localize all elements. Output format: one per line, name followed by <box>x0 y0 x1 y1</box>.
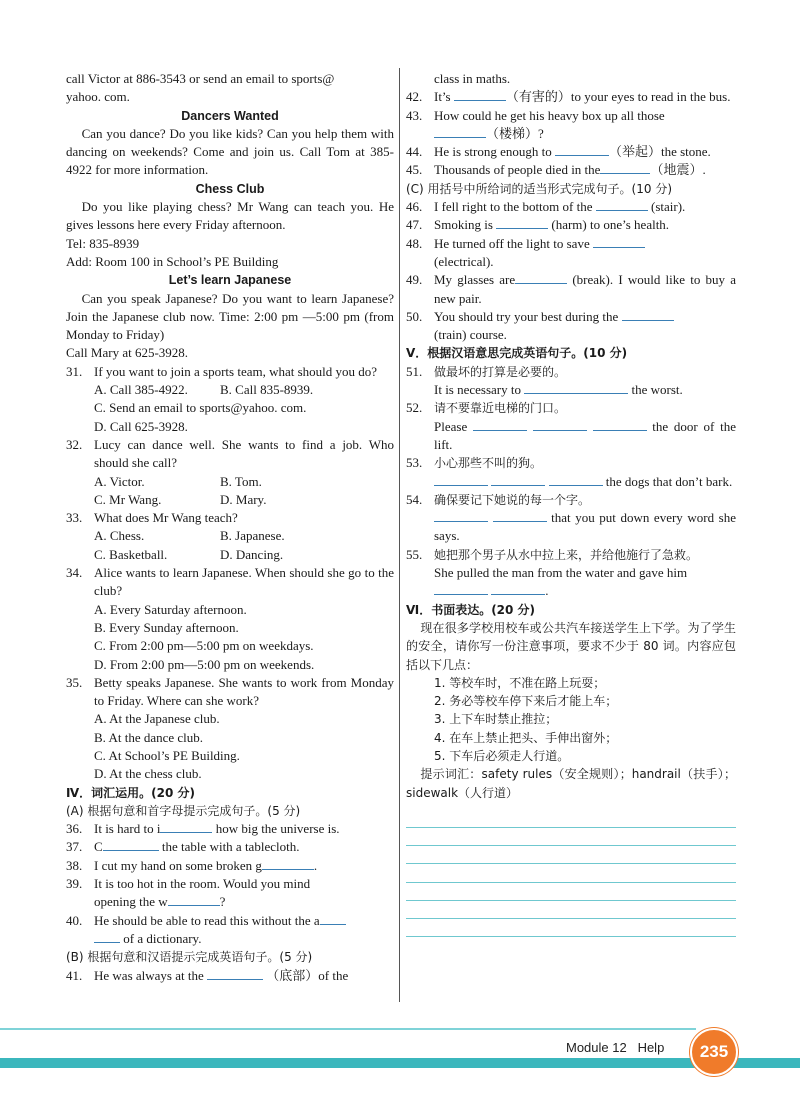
question-number: 52. <box>406 400 423 416</box>
answer-blank[interactable] <box>496 216 548 229</box>
question-text: Smoking is <box>434 217 493 233</box>
answer-blank[interactable] <box>596 198 648 211</box>
option-a: A. Victor. <box>94 473 145 489</box>
ad-text-chess: Do you like playing chess? Mr Wang can teach you. He gives lessons here every Friday afternoon. <box>66 199 394 233</box>
question-47 <box>406 216 736 234</box>
question-number: 42. <box>406 89 423 105</box>
answer-blank[interactable] <box>103 838 159 851</box>
question-text: (harm) to one’s health. <box>548 217 670 233</box>
ad-call-japanese: Call Mary at 625-3928. <box>66 345 189 361</box>
question-text: Alice wants to learn Japanese. When should she go to the club? <box>94 565 394 599</box>
answer-blank[interactable] <box>207 967 263 980</box>
section-heading-4b: (B) 根据句意和汉语提示完成英语句子。(5 分) <box>66 950 313 965</box>
question-text: He was always at the <box>94 967 204 983</box>
question-text: （底部）of the <box>266 967 349 983</box>
question-36 <box>66 820 394 838</box>
question-text: （地震）. <box>650 162 706 178</box>
question-text: the worst. <box>628 382 683 398</box>
answer-blank[interactable] <box>549 473 603 486</box>
question-text: the dogs that don’t bark. <box>602 473 733 489</box>
question-number: 54. <box>406 491 423 507</box>
column-divider <box>399 68 400 1002</box>
ad-tel-chess: Tel: 835-8939 <box>66 235 140 251</box>
question-34 <box>66 564 394 674</box>
question-37 <box>66 838 394 856</box>
answer-blank[interactable] <box>555 143 609 156</box>
question-number: 41. <box>66 967 83 983</box>
question-text: I cut my hand on some broken g <box>94 857 262 873</box>
question-number: 32. <box>66 436 83 452</box>
question-40 <box>66 912 394 949</box>
question-number: 47. <box>406 217 423 233</box>
option-c: C. From 2:00 pm—5:00 pm on weekdays. <box>94 638 314 654</box>
footer-band <box>0 1058 800 1068</box>
question-number: 36. <box>66 821 83 837</box>
question-41-continued: class in maths. <box>434 71 511 86</box>
question-text: that you put down every word she says. <box>434 510 736 544</box>
question-42 <box>406 88 736 106</box>
question-number: 48. <box>406 235 423 251</box>
question-chinese: 她把那个男子从水中拉上来，并给他施行了急救。 <box>434 547 699 562</box>
question-text: C <box>94 839 103 855</box>
answer-blank[interactable] <box>434 509 488 522</box>
question-text: the door of the lift. <box>434 418 736 452</box>
answer-blank[interactable] <box>533 418 587 431</box>
writing-hint: 提示词汇：safety rules（安全规则）；handrail（扶手）；sidewalk（人行道） <box>406 767 736 800</box>
footer-module-label: Module 12 <box>566 1040 627 1055</box>
question-text: the table with a tablecloth. <box>158 839 300 855</box>
writing-prompt: 现在很多学校用校车或公共汽车接送学生上下学。为了学生的安全，请你写一份注意事项，要求不少于 80 词。内容应包括以下几点： <box>406 620 736 672</box>
question-number: 55. <box>406 546 423 562</box>
option-b: B. Every Sunday afternoon. <box>94 619 239 635</box>
question-number: 46. <box>406 199 423 215</box>
question-text: （楼梯）? <box>486 125 544 141</box>
ad-title-dancers: Dancers Wanted <box>181 108 279 123</box>
section-heading-4a: (A) 根据句意和首字母提示完成句子。(5 分) <box>66 803 301 818</box>
question-44 <box>406 143 736 161</box>
option-c: C. Basketball. <box>94 546 168 562</box>
question-46 <box>406 198 736 216</box>
writing-line[interactable] <box>406 883 736 901</box>
question-number: 35. <box>66 674 83 690</box>
ad-text-japanese: Can you speak Japanese? Do you want to learn Japanese? Join the Japanese club now. Time: 2:00 pm —5:00 pm (from Monday to Friday) <box>66 290 394 343</box>
option-a: A. Chess. <box>94 528 145 544</box>
question-number: 53. <box>406 455 423 471</box>
answer-blank[interactable] <box>434 582 488 595</box>
question-45 <box>406 161 736 179</box>
ad-address-chess: Add: Room 100 in School’s PE Building <box>66 253 279 269</box>
intro-line-2: yahoo. com. <box>66 89 130 105</box>
question-text: He is strong enough to <box>434 144 552 160</box>
answer-blank[interactable] <box>600 161 650 174</box>
question-text: how big the universe is. <box>212 821 340 837</box>
question-52 <box>406 399 736 454</box>
answer-blank[interactable] <box>593 418 647 431</box>
question-text: Betty speaks Japanese. She wants to work from Monday to Friday. Where can she work? <box>94 674 394 709</box>
question-43 <box>406 107 736 144</box>
question-text: He turned off the light to save <box>434 235 590 251</box>
question-chinese: 确保要记下她说的每一个字。 <box>434 492 591 507</box>
question-48 <box>406 235 736 272</box>
question-chinese: 请不要靠近电梯的门口。 <box>434 401 567 416</box>
option-a: A. Call 385-4922. <box>94 382 188 398</box>
question-54 <box>406 491 736 546</box>
question-number: 44. <box>406 144 423 160</box>
question-text: My glasses are <box>434 272 516 288</box>
question-number: 37. <box>66 839 83 855</box>
question-53 <box>406 454 736 491</box>
writing-area[interactable] <box>406 810 736 937</box>
intro-line-1: call Victor at 886-3543 or send an email to sports@ <box>66 71 335 86</box>
question-text: （举起）the stone. <box>608 144 711 160</box>
question-text: You should try your best during the <box>434 308 619 324</box>
question-text: (electrical). <box>434 253 494 269</box>
footer-module-title: Help <box>637 1040 665 1055</box>
question-text: Please <box>434 418 468 434</box>
question-number: 49. <box>406 272 423 288</box>
question-chinese: 做最坏的打算是必要的。 <box>434 364 567 379</box>
section-heading-4: Ⅳ．词汇运用。(20 分) <box>66 785 196 800</box>
question-text: Lucy can dance well. She wants to find a job. Who should she call? <box>94 436 394 471</box>
footer-module <box>566 1040 664 1055</box>
question-text: Thousands of people died in the <box>434 162 601 178</box>
answer-blank[interactable] <box>515 271 567 284</box>
writing-line[interactable] <box>406 828 736 846</box>
option-d: D. At the chess club. <box>94 766 202 782</box>
answer-blank[interactable] <box>320 912 346 925</box>
answer-blank[interactable] <box>434 473 488 486</box>
answer-blank[interactable] <box>491 582 545 595</box>
answer-blank[interactable] <box>524 381 628 394</box>
answer-blank[interactable] <box>94 930 120 943</box>
answer-blank[interactable] <box>454 88 506 101</box>
question-35 <box>66 674 394 784</box>
option-b: B. Japanese. <box>220 528 285 544</box>
option-a: A. At the Japanese club. <box>94 711 220 727</box>
option-a: A. Every Saturday afternoon. <box>94 601 247 617</box>
point-3: 3. 上下车时禁止推拉； <box>434 712 558 727</box>
question-number: 43. <box>406 107 423 123</box>
question-41 <box>66 967 394 985</box>
left-column <box>66 70 394 985</box>
writing-line[interactable] <box>406 901 736 919</box>
answer-blank[interactable] <box>434 125 486 138</box>
question-text: What does Mr Wang teach? <box>94 510 238 526</box>
option-b: B. Tom. <box>220 473 262 489</box>
answer-blank[interactable] <box>622 308 674 321</box>
right-column <box>406 70 736 937</box>
page-number-badge: 235 <box>690 1028 738 1076</box>
question-text: It is hard to i <box>94 821 161 837</box>
answer-blank[interactable] <box>168 893 220 906</box>
question-text: She pulled the man from the water and gave him <box>434 565 688 581</box>
point-1: 1. 等校车时，不准在路上玩耍； <box>434 675 606 690</box>
section-heading-6: Ⅵ．书面表达。(20 分) <box>406 602 536 617</box>
option-c: C. At School’s PE Building. <box>94 747 240 763</box>
question-33 <box>66 509 394 564</box>
question-text: ? <box>219 894 226 910</box>
writing-line[interactable] <box>406 810 736 828</box>
point-2: 2. 务必等校车停下来后才能上车； <box>434 694 618 709</box>
question-text: . <box>313 857 318 873</box>
question-51 <box>406 363 736 400</box>
option-d: D. Dancing. <box>220 546 284 562</box>
question-55 <box>406 546 736 601</box>
ad-text-dancers: Can you dance? Do you like kids? Can you help them with dancing on weekends? Come and join us. Call Tom at 385-4922 for more information. <box>66 125 394 178</box>
question-number: 50. <box>406 308 423 324</box>
option-b: B. Call 835-8939. <box>220 382 314 398</box>
question-text: He should be able to read this without the a <box>94 912 320 928</box>
writing-line[interactable] <box>406 919 736 937</box>
footer-rule <box>0 1028 696 1030</box>
ad-title-chess: Chess Club <box>195 181 265 196</box>
option-c: C. Send an email to sports@yahoo. com. <box>94 400 307 416</box>
question-text: of a dictionary. <box>120 930 202 946</box>
ad-title-japanese: Let’s learn Japanese <box>168 273 292 288</box>
section-heading-5: Ⅴ．根据汉语意思完成英语句子。(10 分) <box>406 346 628 361</box>
question-text: （有害的）to your eyes to read in the bus. <box>505 89 731 105</box>
question-text: (stair). <box>647 199 686 215</box>
section-heading-c: (C) 用括号中所给词的适当形式完成句子。(10 分) <box>406 181 673 196</box>
answer-blank[interactable] <box>262 857 314 870</box>
question-39 <box>66 875 394 912</box>
question-text: . <box>545 583 549 599</box>
question-text: opening the w <box>94 894 168 910</box>
question-31 <box>66 363 394 436</box>
question-number: 33. <box>66 510 83 526</box>
answer-blank[interactable] <box>473 418 527 431</box>
writing-line[interactable] <box>406 846 736 864</box>
writing-line[interactable] <box>406 864 736 882</box>
question-38 <box>66 857 394 875</box>
point-4: 4. 在车上禁止把头、手伸出窗外； <box>434 730 618 745</box>
question-number: 31. <box>66 363 83 379</box>
option-b: B. At the dance club. <box>94 729 204 745</box>
question-number: 39. <box>66 876 83 892</box>
answer-blank[interactable] <box>593 235 645 248</box>
question-50 <box>406 308 736 345</box>
question-number: 45. <box>406 162 423 178</box>
question-text: (break). I would like to buy a new pair. <box>434 272 736 306</box>
question-number: 34. <box>66 565 83 581</box>
question-number: 38. <box>66 857 83 873</box>
question-text: It’s <box>434 89 451 105</box>
question-49 <box>406 271 736 308</box>
question-number: 51. <box>406 363 423 379</box>
answer-blank[interactable] <box>160 820 212 833</box>
question-text: (train) course. <box>434 327 507 343</box>
question-text: It is necessary to <box>434 382 522 398</box>
question-number: 40. <box>66 912 83 928</box>
question-text: I fell right to the bottom of the <box>434 199 593 215</box>
option-d: D. From 2:00 pm—5:00 pm on weekends. <box>94 656 315 672</box>
question-text: If you want to join a sports team, what should you do? <box>94 363 378 379</box>
answer-blank[interactable] <box>491 473 545 486</box>
point-5: 5. 下车后必须走人行道。 <box>434 748 570 763</box>
option-d: D. Call 625-3928. <box>94 418 188 434</box>
question-32 <box>66 436 394 509</box>
question-text: It is too hot in the room. Would you mind <box>94 876 311 892</box>
answer-blank[interactable] <box>493 509 547 522</box>
question-chinese: 小心那些不叫的狗。 <box>434 456 543 471</box>
question-text: How could he get his heavy box up all those <box>434 107 665 123</box>
option-d: D. Mary. <box>220 491 267 507</box>
option-c: C. Mr Wang. <box>94 491 162 507</box>
